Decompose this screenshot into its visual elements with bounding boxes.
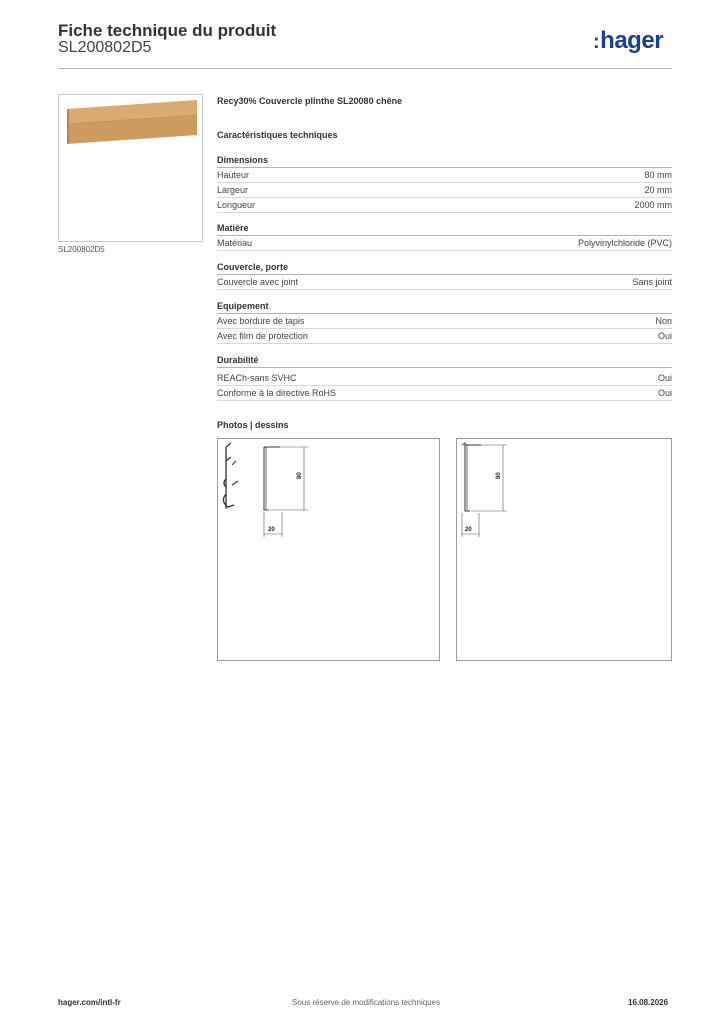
footer-date: 16.08.2026: [628, 998, 669, 1007]
spec-label: Avec bordure de tapis: [217, 316, 305, 326]
product-reference: SL200802D5: [58, 39, 152, 56]
spec-row: [217, 236, 672, 251]
page-title: Fiche technique du produit: [58, 21, 277, 40]
spec-group-dimensions: [217, 154, 672, 213]
spec-group-title: Dimensions: [217, 154, 672, 168]
spec-row: [217, 329, 672, 344]
spec-group-title: Matière: [217, 222, 672, 236]
spec-label: REACh-sans SVHC: [217, 373, 297, 383]
spec-group-cover: [217, 261, 672, 290]
profile-drawing-icon: [457, 439, 671, 660]
skirting-cover-image: [59, 95, 202, 241]
spec-label: Avec film de protection: [217, 331, 308, 341]
header-divider: [58, 68, 672, 69]
technical-drawing-1: [217, 438, 440, 661]
spec-group-title: Couvercle, porte: [217, 261, 672, 275]
footer-disclaimer: Sous réserve de modifications techniques: [292, 998, 441, 1007]
spec-group-title: Equipement: [217, 300, 672, 314]
spec-row: [217, 275, 672, 290]
logo-text: hager: [600, 27, 664, 54]
spec-value: 2000 mm: [634, 200, 672, 210]
spec-row: [217, 168, 672, 183]
spec-label: Largeur: [217, 185, 249, 195]
svg-text:20: 20: [465, 527, 472, 533]
technical-drawing-2: [456, 438, 672, 661]
product-title: Recy30% Couvercle plinthe SL20080 chêne: [217, 96, 403, 106]
spec-group-durability: [217, 354, 672, 401]
logo-dots-icon: :: [593, 31, 600, 53]
spec-row: [217, 386, 672, 401]
spec-value: Polyvinylchloride (PVC): [577, 238, 672, 248]
spec-label: Matériau: [217, 238, 253, 248]
photos-heading: Photos | dessins: [217, 420, 289, 430]
spec-group-material: [217, 222, 672, 251]
spec-group-title: Durabilité: [217, 354, 672, 368]
spec-value: 20 mm: [644, 185, 672, 195]
spec-row: [217, 183, 672, 198]
spec-value: Sans joint: [632, 277, 672, 287]
spec-label: Conforme à la directive RoHS: [217, 388, 337, 398]
spec-row: [217, 371, 672, 386]
tech-specs-heading: Caractéristiques techniques: [217, 130, 338, 140]
footer-website-link[interactable]: hager.com/intl-fr: [58, 998, 121, 1007]
profile-drawing-icon: [218, 439, 439, 660]
hager-logo[interactable]: [593, 27, 663, 55]
svg-text:80: 80: [496, 472, 502, 479]
product-image: [58, 94, 203, 242]
spec-label: Couvercle avec joint: [217, 277, 299, 287]
spec-value: 80 mm: [644, 170, 672, 180]
spec-value: Oui: [657, 373, 672, 383]
spec-value: Oui: [657, 331, 672, 341]
product-image-caption: SL200802D5: [58, 245, 105, 254]
spec-row: [217, 198, 672, 213]
spec-label: Longueur: [217, 200, 256, 210]
spec-row: [217, 314, 672, 329]
spec-value: Non: [655, 316, 672, 326]
spec-group-equipment: [217, 300, 672, 344]
svg-text:20: 20: [268, 527, 275, 533]
spec-value: Oui: [657, 388, 672, 398]
svg-text:80: 80: [297, 472, 303, 479]
spec-label: Hauteur: [217, 170, 250, 180]
